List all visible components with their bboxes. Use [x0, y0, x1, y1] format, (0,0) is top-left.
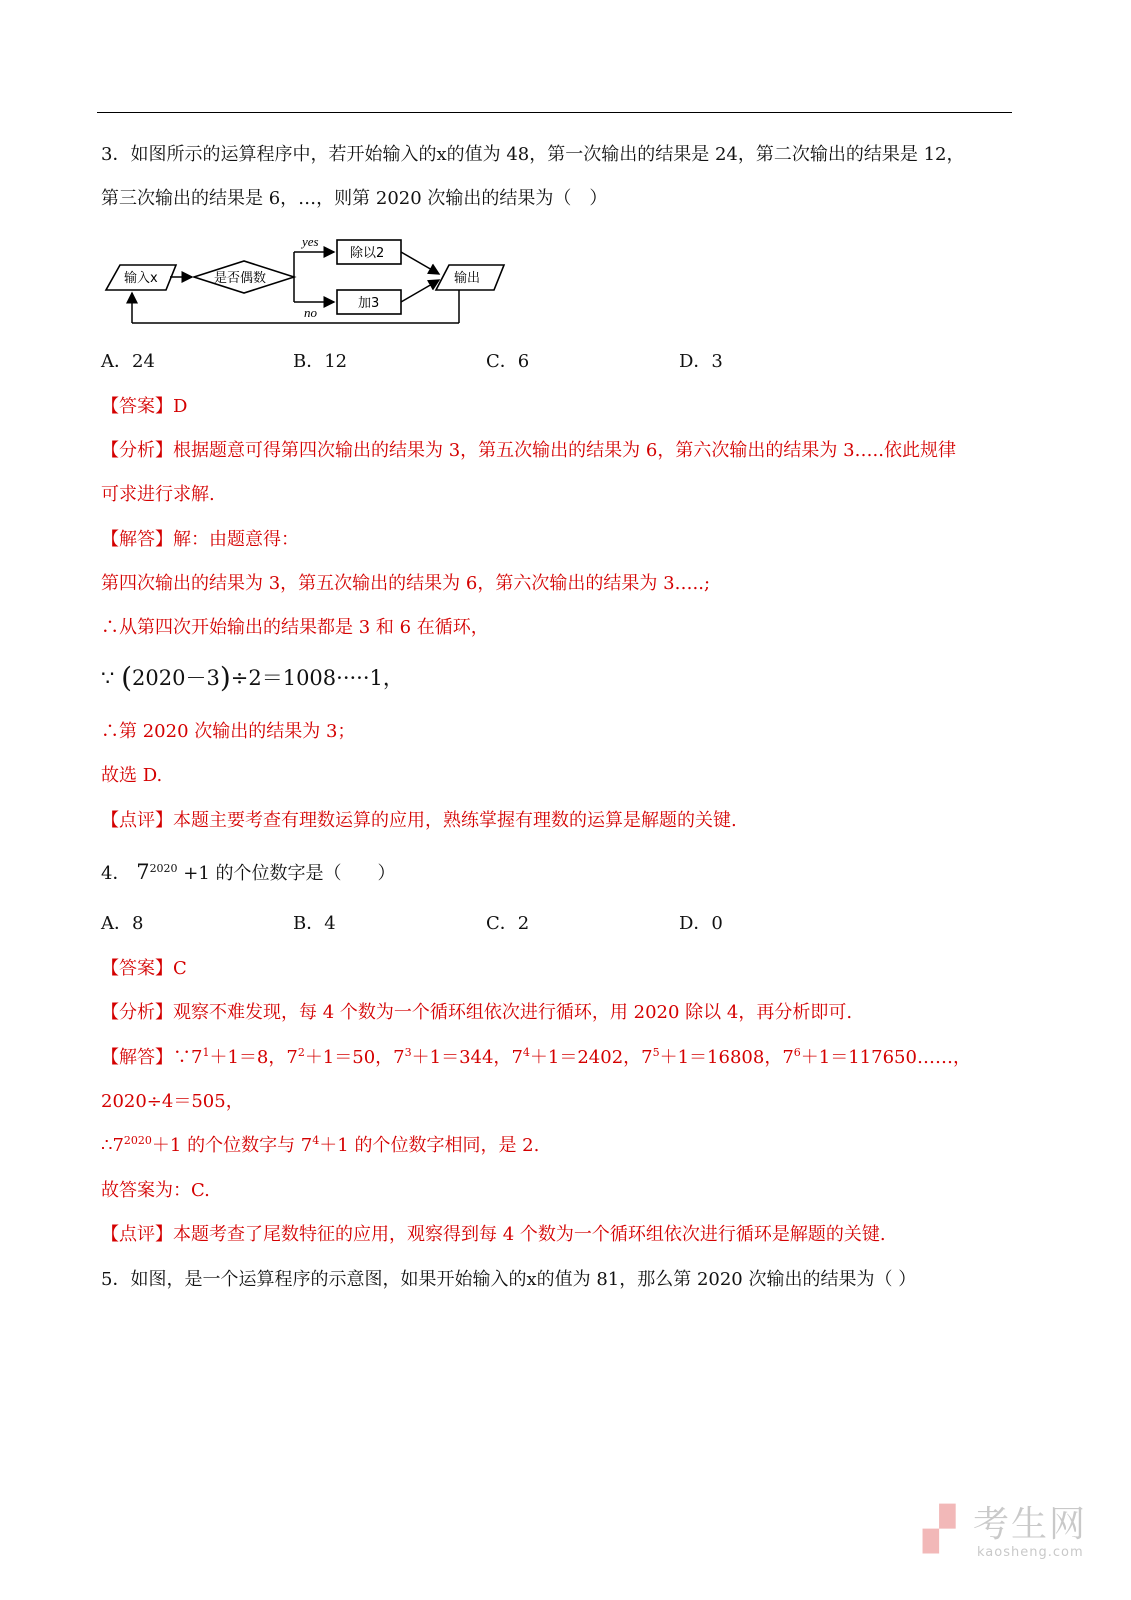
because-symbol: ∵ — [101, 666, 115, 690]
q4-option-c: C．2 — [486, 913, 530, 934]
q4-power-5: $7^6+1=117650\dots\dots$， — [782, 1046, 971, 1068]
header-rule — [97, 112, 1012, 113]
logo-word: 考生网 — [973, 1504, 1088, 1545]
q4-solution-4: 故答案为：C. — [101, 1180, 210, 1201]
q3-analysis-2: 可求进行求解. — [101, 484, 215, 505]
flow-decision-label: 是否偶数 — [214, 271, 267, 286]
q4-solution-3 — [101, 1134, 539, 1158]
q4-exponent: 2020 — [149, 862, 178, 875]
q3-stem-line2: 第三次输出的结果是 6，…，则第 2020 次输出的结果为（ ） — [101, 188, 608, 209]
q3-solution-4 — [101, 661, 404, 694]
flow-arrow-out-top — [401, 252, 439, 274]
q4-option-b: B．4 — [293, 913, 336, 934]
q3-expr-rest: ÷2＝1008·····1， — [230, 666, 404, 690]
q3-option-b: B．12 — [293, 351, 348, 372]
q4-comment: 【点评】本题考查了尾数特征的应用，观察得到每 4 个数为一个循环组依次进行循环是解题的关键. — [101, 1224, 886, 1245]
q4-sol-prefix: 【解答】∵ — [101, 1047, 191, 1068]
q4-sol3-exp2: 4 — [312, 1134, 320, 1147]
q4-base: 7 — [136, 860, 150, 884]
q3-option-a: A．24 — [101, 351, 155, 372]
kaosheng-logo — [923, 1503, 1093, 1563]
q4-solution-1 — [101, 1046, 971, 1070]
q3-solution-3: ∴从第四次开始输出的结果都是 3 和 6 在循环， — [101, 617, 489, 638]
q3-expr: 2020－3 — [132, 666, 220, 690]
q4-option-d: D．0 — [679, 913, 723, 934]
q3-solution-1: 【解答】解：由题意得： — [101, 529, 299, 550]
q4-number: 4． — [101, 863, 131, 884]
q5-stem: 5．如图，是一个运算程序的示意图，如果开始输入的x的值为 81，那么第 2020 次输出的结果为（ ） — [101, 1269, 917, 1290]
q4-analysis: 【分析】观察不难发现，每 4 个数为一个循环组依次进行循环，用 2020 除以 4，再分析即可. — [101, 1002, 853, 1023]
q3-solution-6: 故选 D. — [101, 765, 163, 786]
q3-comment: 【点评】本题主要考查有理数运算的应用，熟练掌握有理数的运算是解题的关键. — [101, 810, 737, 831]
flow-no-label: no — [304, 305, 317, 320]
flow-input-label: 输入x — [124, 271, 158, 286]
q4-power-4: $7^5+1=16808$， — [641, 1046, 783, 1068]
flow-box-add-label: 加3 — [358, 296, 380, 311]
flow-output-label: 输出 — [454, 271, 481, 286]
q3-option-c: C．6 — [486, 351, 530, 372]
q4-sol3-pre: ∴7 — [101, 1135, 124, 1156]
q4-option-a: A．8 — [101, 913, 144, 934]
q3-stem-line1: 3．如图所示的运算程序中，若开始输入的x的值为 48，第一次输出的结果是 24，第二次输出的结果是 12， — [101, 144, 965, 165]
logo-url: kaosheng.com — [977, 1545, 1084, 1560]
q3-option-d: D．3 — [679, 351, 723, 372]
q4-sol3-post: ＋1 的个位数字相同，是 2. — [319, 1135, 540, 1156]
q3-analysis-1: 【分析】根据题意可得第四次输出的结果为 3，第五次输出的结果为 6，第六次输出的结果为 3…..依此规律 — [101, 440, 956, 461]
q4-power-2: $7^3+1=344$， — [393, 1046, 512, 1068]
q4-power-3: $7^4+1=2402$， — [511, 1046, 642, 1068]
q4-sol3-exp1: 2020 — [123, 1134, 152, 1147]
q3-answer: 【答案】D — [101, 396, 188, 417]
logo-mark-icon: ▞ — [923, 1504, 956, 1553]
q4-sol3-mid: ＋1 的个位数字与 7 — [151, 1135, 313, 1156]
flow-arrow-out-bottom — [401, 280, 439, 302]
paren-close: ) — [219, 661, 231, 694]
q4-answer: 【答案】C — [101, 958, 187, 979]
q3-solution-2: 第四次输出的结果为 3，第五次输出的结果为 6，第六次输出的结果为 3…..; — [101, 573, 711, 594]
q4-stem — [101, 860, 396, 886]
q4-stem-rest: +1 的个位数字是（ ） — [183, 863, 396, 884]
q4-power-1: $7^2+1=50$， — [286, 1046, 394, 1068]
flow-box-divide-label: 除以2 — [350, 246, 385, 261]
q3-solution-5: ∴第 2020 次输出的结果为 3； — [101, 721, 356, 742]
q3-flowchart — [104, 232, 514, 330]
flow-yes-label: yes — [302, 234, 319, 249]
paren-open: ( — [121, 661, 132, 694]
q4-power-0: $7^1+1=8$， — [191, 1046, 287, 1068]
q4-solution-2: 2020÷4＝505， — [101, 1091, 244, 1112]
